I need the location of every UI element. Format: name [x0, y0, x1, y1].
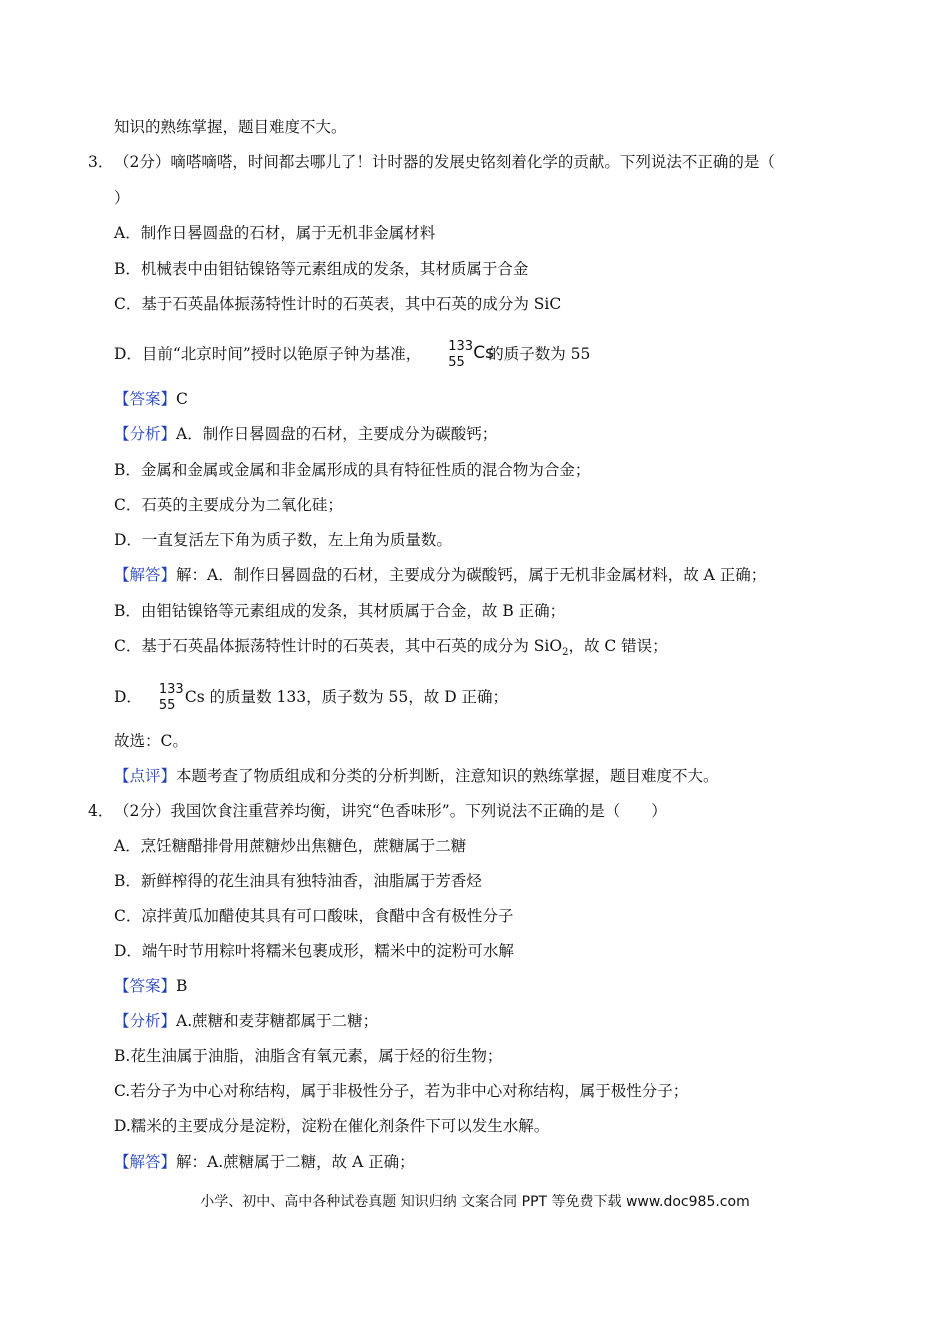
analysis-line [114, 424, 497, 444]
solution-line [114, 565, 766, 585]
solution-line [114, 1152, 415, 1172]
solution-line: B．由钼钴镍铬等元素组成的发条，其材质属于合金，故 B 正确； [114, 602, 566, 620]
text-line: 知识的熟练掌握，题目难度不大。 [114, 118, 347, 136]
answer-line [114, 976, 187, 996]
solution-tag: 【解答】 [114, 566, 177, 584]
analysis-line: D．一直复活左下角为质子数，左上角为质量数。 [114, 531, 452, 549]
solution-line [114, 682, 508, 714]
answer-value: B [176, 977, 188, 995]
isotope-atomic-number: 55 [448, 355, 465, 370]
analysis-tag: 【分析】 [114, 1012, 177, 1030]
isotope-symbol: Cs [473, 343, 494, 363]
solution-text: D． [114, 688, 142, 706]
solution-text: C．基于石英晶体振荡特性计时的石英表，其中石英的成分为 SiO [114, 637, 563, 655]
review-line [114, 766, 719, 786]
question-3-option-c: C．基于石英晶体振荡特性计时的石英表，其中石英的成分为 SiC [114, 295, 562, 313]
isotope-mass-number: 133 [448, 339, 474, 354]
question-4-number: 4． [88, 802, 114, 820]
question-3-stem-end: ） [114, 189, 130, 207]
solution-text: 解：A.蔗糖属于二糖，故 A 正确； [176, 1153, 415, 1171]
isotope-mass-number: 133 [158, 682, 184, 697]
option-d-tail: 的质子数为 55 [488, 345, 591, 363]
question-4-option-c: C．凉拌黄瓜加醋使其具有可口酸味，食醋中含有极性分子 [114, 907, 514, 925]
solution-text: Cs 的质量数 133，质子数为 55，故 D 正确； [184, 688, 509, 706]
question-3-number: 3． [88, 153, 114, 171]
cesium-isotope [448, 339, 494, 371]
question-4-option-d: D．端午时节用粽叶将糯米包裹成形，糯米中的淀粉可水解 [114, 942, 514, 960]
answer-tag: 【答案】 [114, 390, 177, 408]
solution-line [114, 636, 668, 663]
analysis-text: A.蔗糖和麦芽糖都属于二糖； [176, 1012, 379, 1030]
question-4-stem: （2分）我国饮食注重营养均衡，讲究“色香味形”。下列说法不正确的是（ ） [114, 802, 667, 820]
cesium-isotope [159, 682, 185, 714]
isotope-atomic-number: 55 [158, 698, 176, 713]
analysis-line: C．石英的主要成分为二氧化硅； [114, 496, 343, 514]
solution-tag: 【解答】 [114, 1153, 177, 1171]
analysis-line: D.糯米的主要成分是淀粉，淀粉在催化剂条件下可以发生水解。 [114, 1117, 550, 1135]
analysis-line: B.花生油属于油脂，油脂含有氧元素，属于烃的衍生物； [114, 1047, 503, 1065]
option-d-text: D．目前“北京时间”授时以铯原子钟为基准， [114, 345, 422, 363]
solution-text: 解：A．制作日晷圆盘的石材，主要成分为碳酸钙，属于无机非金属材料，故 A 正确； [176, 566, 767, 584]
subscript: 2 [562, 647, 569, 659]
answer-tag: 【答案】 [114, 977, 177, 995]
question-4-option-a: A．烹饪糖醋排骨用蔗糖炒出焦糖色，蔗糖属于二糖 [114, 837, 467, 855]
analysis-line: B．金属和金属或金属和非金属形成的具有特征性质的混合物为合金； [114, 461, 591, 479]
question-4-option-b: B．新鲜榨得的花生油具有独特油香，油脂属于芳香烃 [114, 872, 482, 890]
solution-text: ，故 C 错误； [568, 637, 668, 655]
analysis-line [114, 1011, 378, 1031]
question-3-option-b: B．机械表中由钼钴镍铬等元素组成的发条，其材质属于合金 [114, 260, 529, 278]
page-footer: 小学、初中、高中各种试卷真题 知识归纳 文案合同 PPT 等免费下载 www.doc985.com [200, 1194, 750, 1210]
question-3-option-d [114, 339, 590, 371]
answer-value: C [176, 390, 188, 408]
analysis-text: A．制作日晷圆盘的石材，主要成分为碳酸钙； [176, 425, 498, 443]
review-tag: 【点评】 [114, 767, 177, 785]
analysis-line: C.若分子为中心对称结构，属于非极性分子，若为非中心对称结构，属于极性分子； [114, 1082, 689, 1100]
question-3-option-a: A．制作日晷圆盘的石材，属于无机非金属材料 [114, 224, 436, 242]
answer-line [114, 389, 188, 409]
question-3-stem: （2分）嘀嗒嘀嗒，时间都去哪儿了！计时器的发展史铭刻着化学的贡献。下列说法不正确的是（ [114, 153, 775, 171]
review-text: 本题考查了物质组成和分类的分析判断，注意知识的熟练掌握，题目难度不大。 [176, 767, 719, 785]
choice-line: 故选：C。 [114, 732, 188, 750]
analysis-tag: 【分析】 [114, 425, 177, 443]
